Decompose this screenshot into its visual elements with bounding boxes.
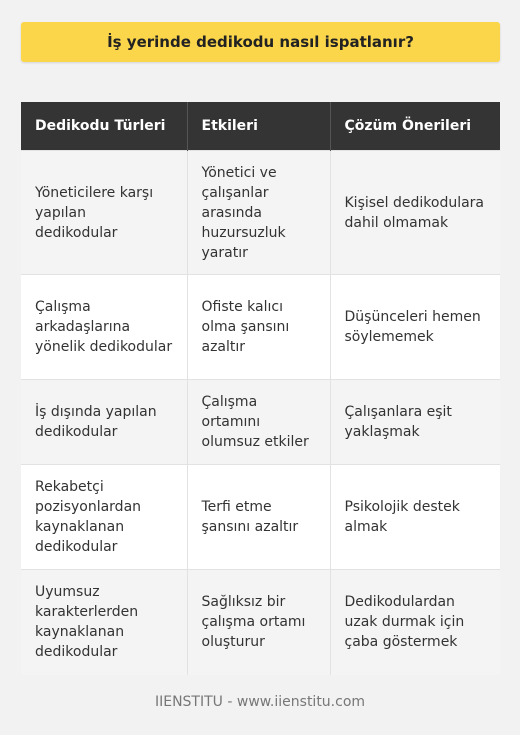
page-title: İş yerinde dedikodu nasıl ispatlanır? — [21, 22, 500, 62]
table-cell: Düşünceleri hemen söylememek — [330, 275, 500, 380]
column-header-effects: Etkileri — [187, 102, 330, 151]
table-row — [21, 380, 500, 465]
column-header-types: Dedikodu Türleri — [21, 102, 187, 151]
gossip-table — [21, 102, 500, 675]
table-row — [21, 570, 500, 675]
table-cell: Çalışanlara eşit yaklaşmak — [330, 380, 500, 465]
table-cell: Sağlıksız bir çalışma ortamı oluşturur — [187, 570, 330, 675]
table-cell: Ofiste kalıcı olma şansını azaltır — [187, 275, 330, 380]
table-cell: Yönetici ve çalışanlar arasında huzursuzluk yaratır — [187, 151, 330, 275]
table-cell: Psikolojik destek almak — [330, 465, 500, 570]
table-cell: Dedikodulardan uzak durmak için çaba göstermek — [330, 570, 500, 675]
table-row — [21, 275, 500, 380]
table-cell: Çalışma ortamını olumsuz etkiler — [187, 380, 330, 465]
table-cell: Çalışma arkadaşlarına yönelik dedikodular — [21, 275, 187, 380]
table-cell: Terfi etme şansını azaltır — [187, 465, 330, 570]
table-row — [21, 465, 500, 570]
table-cell: Yöneticilere karşı yapılan dedikodular — [21, 151, 187, 275]
table-cell: İş dışında yapılan dedikodular — [21, 380, 187, 465]
table-cell: Kişisel dedikodulara dahil olmamak — [330, 151, 500, 275]
column-header-solutions: Çözüm Önerileri — [330, 102, 500, 151]
footer-credit: IIENSTITU - www.iienstitu.com — [154, 694, 366, 710]
table-header-row — [21, 102, 500, 151]
table-cell: Rekabetçi pozisyonlardan kaynaklanan dedikodular — [21, 465, 187, 570]
table-row — [21, 151, 500, 275]
table-cell: Uyumsuz karakterlerden kaynaklanan dedikodular — [21, 570, 187, 675]
